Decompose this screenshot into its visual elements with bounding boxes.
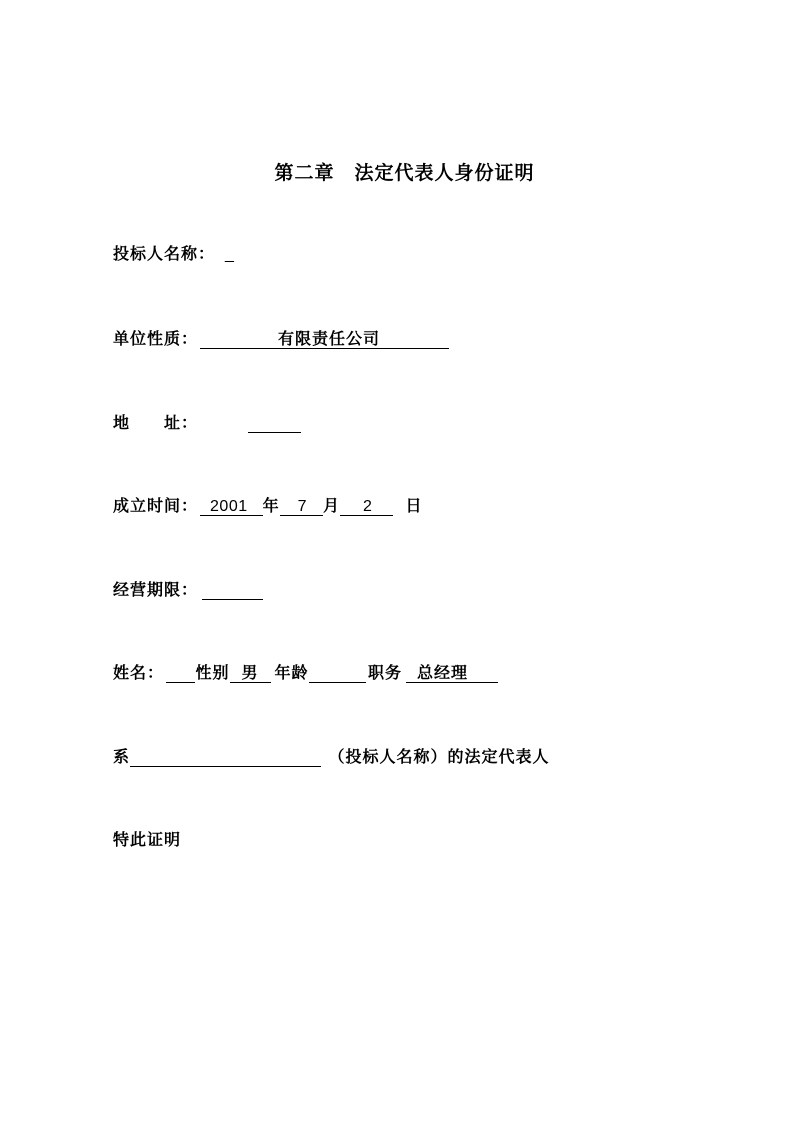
gender-value: 男 bbox=[230, 665, 270, 683]
year-unit-label: 年 bbox=[262, 498, 280, 515]
business-term-label: 经营期限： bbox=[113, 582, 199, 599]
affiliation-blank bbox=[130, 749, 321, 767]
closing-line bbox=[113, 829, 181, 853]
age-blank bbox=[309, 665, 366, 683]
establish-date-label: 成立时间： bbox=[113, 498, 199, 515]
gender-label: 性别 bbox=[195, 665, 230, 682]
rep-name-blank bbox=[166, 665, 195, 683]
affiliation-prefix-label: 系 bbox=[113, 749, 131, 766]
page-title: 第二章 法定代表人身份证明 bbox=[274, 163, 535, 184]
field-line-affiliation bbox=[113, 746, 549, 770]
establish-month-value: 7 bbox=[280, 498, 323, 516]
day-unit-label: 日 bbox=[405, 498, 423, 515]
establish-year-value: 2001 bbox=[200, 498, 263, 516]
address-value-blank bbox=[248, 415, 301, 433]
position-label: 职务 bbox=[367, 665, 402, 682]
field-line-establish-date bbox=[113, 495, 422, 519]
field-line-bidder-name bbox=[113, 243, 234, 267]
rep-name-label: 姓名： bbox=[113, 665, 165, 682]
business-term-blank bbox=[202, 582, 263, 600]
field-line-legal-rep bbox=[113, 662, 498, 686]
bidder-name-value: _ bbox=[225, 246, 235, 263]
address-label: 地 址： bbox=[113, 415, 199, 432]
unit-nature-label: 单位性质： bbox=[113, 331, 199, 348]
age-label: 年龄 bbox=[274, 665, 309, 682]
affiliation-suffix-label: （投标人名称）的法定代表人 bbox=[328, 749, 550, 766]
field-line-unit-nature bbox=[113, 328, 449, 352]
bidder-name-label: 投标人名称： bbox=[113, 246, 216, 263]
field-line-business-term bbox=[113, 579, 263, 603]
establish-day-value: 2 bbox=[340, 498, 393, 516]
unit-nature-value: 有限责任公司 bbox=[200, 331, 449, 349]
closing-text: 特此证明 bbox=[113, 832, 182, 849]
position-value: 总经理 bbox=[406, 665, 498, 683]
field-line-address bbox=[113, 412, 301, 436]
month-unit-label: 月 bbox=[323, 498, 341, 515]
